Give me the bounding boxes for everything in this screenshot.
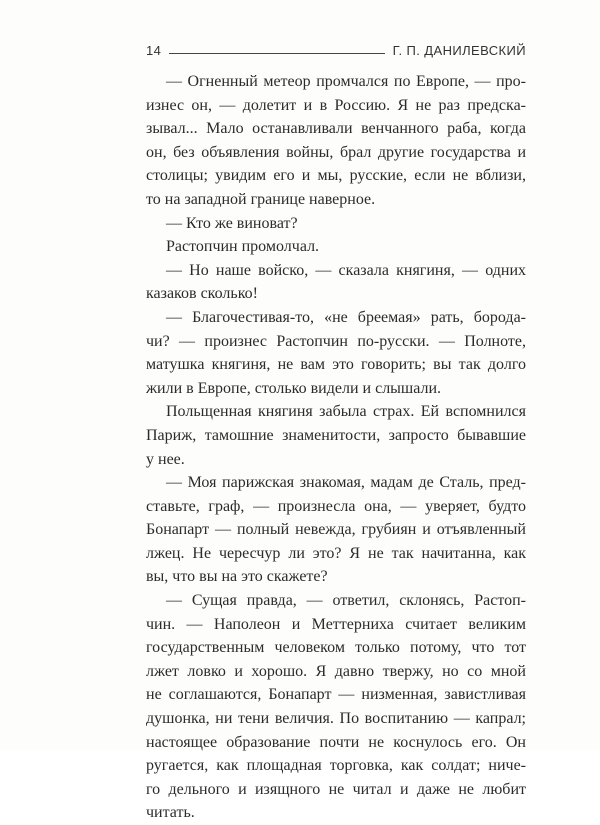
header-rule xyxy=(169,52,384,54)
text-line: читать. xyxy=(146,804,195,822)
paragraph xyxy=(146,70,526,212)
text-line: ругается, как площадная торговка, как солдат; ниче- xyxy=(146,757,526,775)
text-line: — Но наше войско, — сказала княгиня, — одних xyxy=(166,261,526,279)
body-text xyxy=(146,70,526,825)
text-line: чи? — произнес Растопчин по-русски. — Полноте, xyxy=(146,332,526,350)
text-line: он, без объявления войны, брал другие государства и xyxy=(146,143,526,161)
text-line: казаков сколько! xyxy=(146,285,258,303)
text-line: — Сущая правда, — ответил, склонясь, Растоп- xyxy=(166,592,526,610)
text-line: Париж, тамошние знаменитости, запросто бывавшие xyxy=(146,426,526,444)
paragraph xyxy=(146,471,526,589)
text-line: чин. — Наполеон и Меттерниха считает великим xyxy=(146,615,526,633)
text-line: государственным человеком только потому, что тот xyxy=(146,639,526,657)
text-line: жили в Европе, столько видели и слышали. xyxy=(146,379,442,397)
text-line: вы, что вы на это скажете? xyxy=(146,568,328,586)
text-line: лжет ловко и хорошо. Я давно твержу, но со мной xyxy=(146,662,526,680)
paragraph xyxy=(146,212,526,236)
text-line: Бонапарт — полный невежда, грубиян и отъявленный xyxy=(146,521,526,539)
text-line: настоящее образование почти не коснулось его. Он xyxy=(146,733,526,751)
text-line: столицы; увидим его и мы, русские, если не вблизи, xyxy=(146,167,526,185)
text-line: — Огненный метеор промчался по Европе, — про- xyxy=(166,73,526,90)
text-line: душонка, ни тени величия. По воспитанию — капрал; xyxy=(146,710,526,728)
text-line: то на западной границе наверное. xyxy=(146,190,376,208)
text-line: у нее. xyxy=(146,450,185,468)
paragraph xyxy=(146,235,526,259)
text-line: — Благочестивая-то, «не бреемая» рать, борода- xyxy=(166,308,526,326)
text-line: — Моя парижская знакомая, мадам де Сталь, пред- xyxy=(166,474,526,492)
page-number: 14 xyxy=(146,43,162,58)
text-line: лжец. Не чересчур ли это? Я не так начитанна, как xyxy=(146,544,526,562)
text-line: Растопчин промолчал. xyxy=(166,238,320,256)
paragraph xyxy=(146,589,526,825)
text-line: Польщенная княгиня забыла страх. Ей вспомнился xyxy=(166,403,526,421)
text-line: не соглашаются, Бонапарт — низменная, завистливая xyxy=(146,686,526,704)
text-line: ставьте, граф, — произнесла она, — уверяет, будто xyxy=(146,497,526,515)
paragraph xyxy=(146,400,526,471)
text-line: матушка княгиня, не вам это говорить; вы так долго xyxy=(146,356,526,374)
running-head xyxy=(146,38,526,58)
text-line: зывал... Мало останавливали венчанного раба, когда xyxy=(146,120,526,138)
author-name: Г. П. ДАНИЛЕВСКИЙ xyxy=(392,43,526,58)
text-line: — Кто же виноват? xyxy=(166,214,298,232)
text-line: изнес он, — долетит и в Россию. Я не раз предска- xyxy=(146,96,526,114)
paragraph xyxy=(146,306,526,400)
text-line: го дельного и изящного не читал и даже не любит xyxy=(146,780,526,798)
paragraph xyxy=(146,259,526,306)
